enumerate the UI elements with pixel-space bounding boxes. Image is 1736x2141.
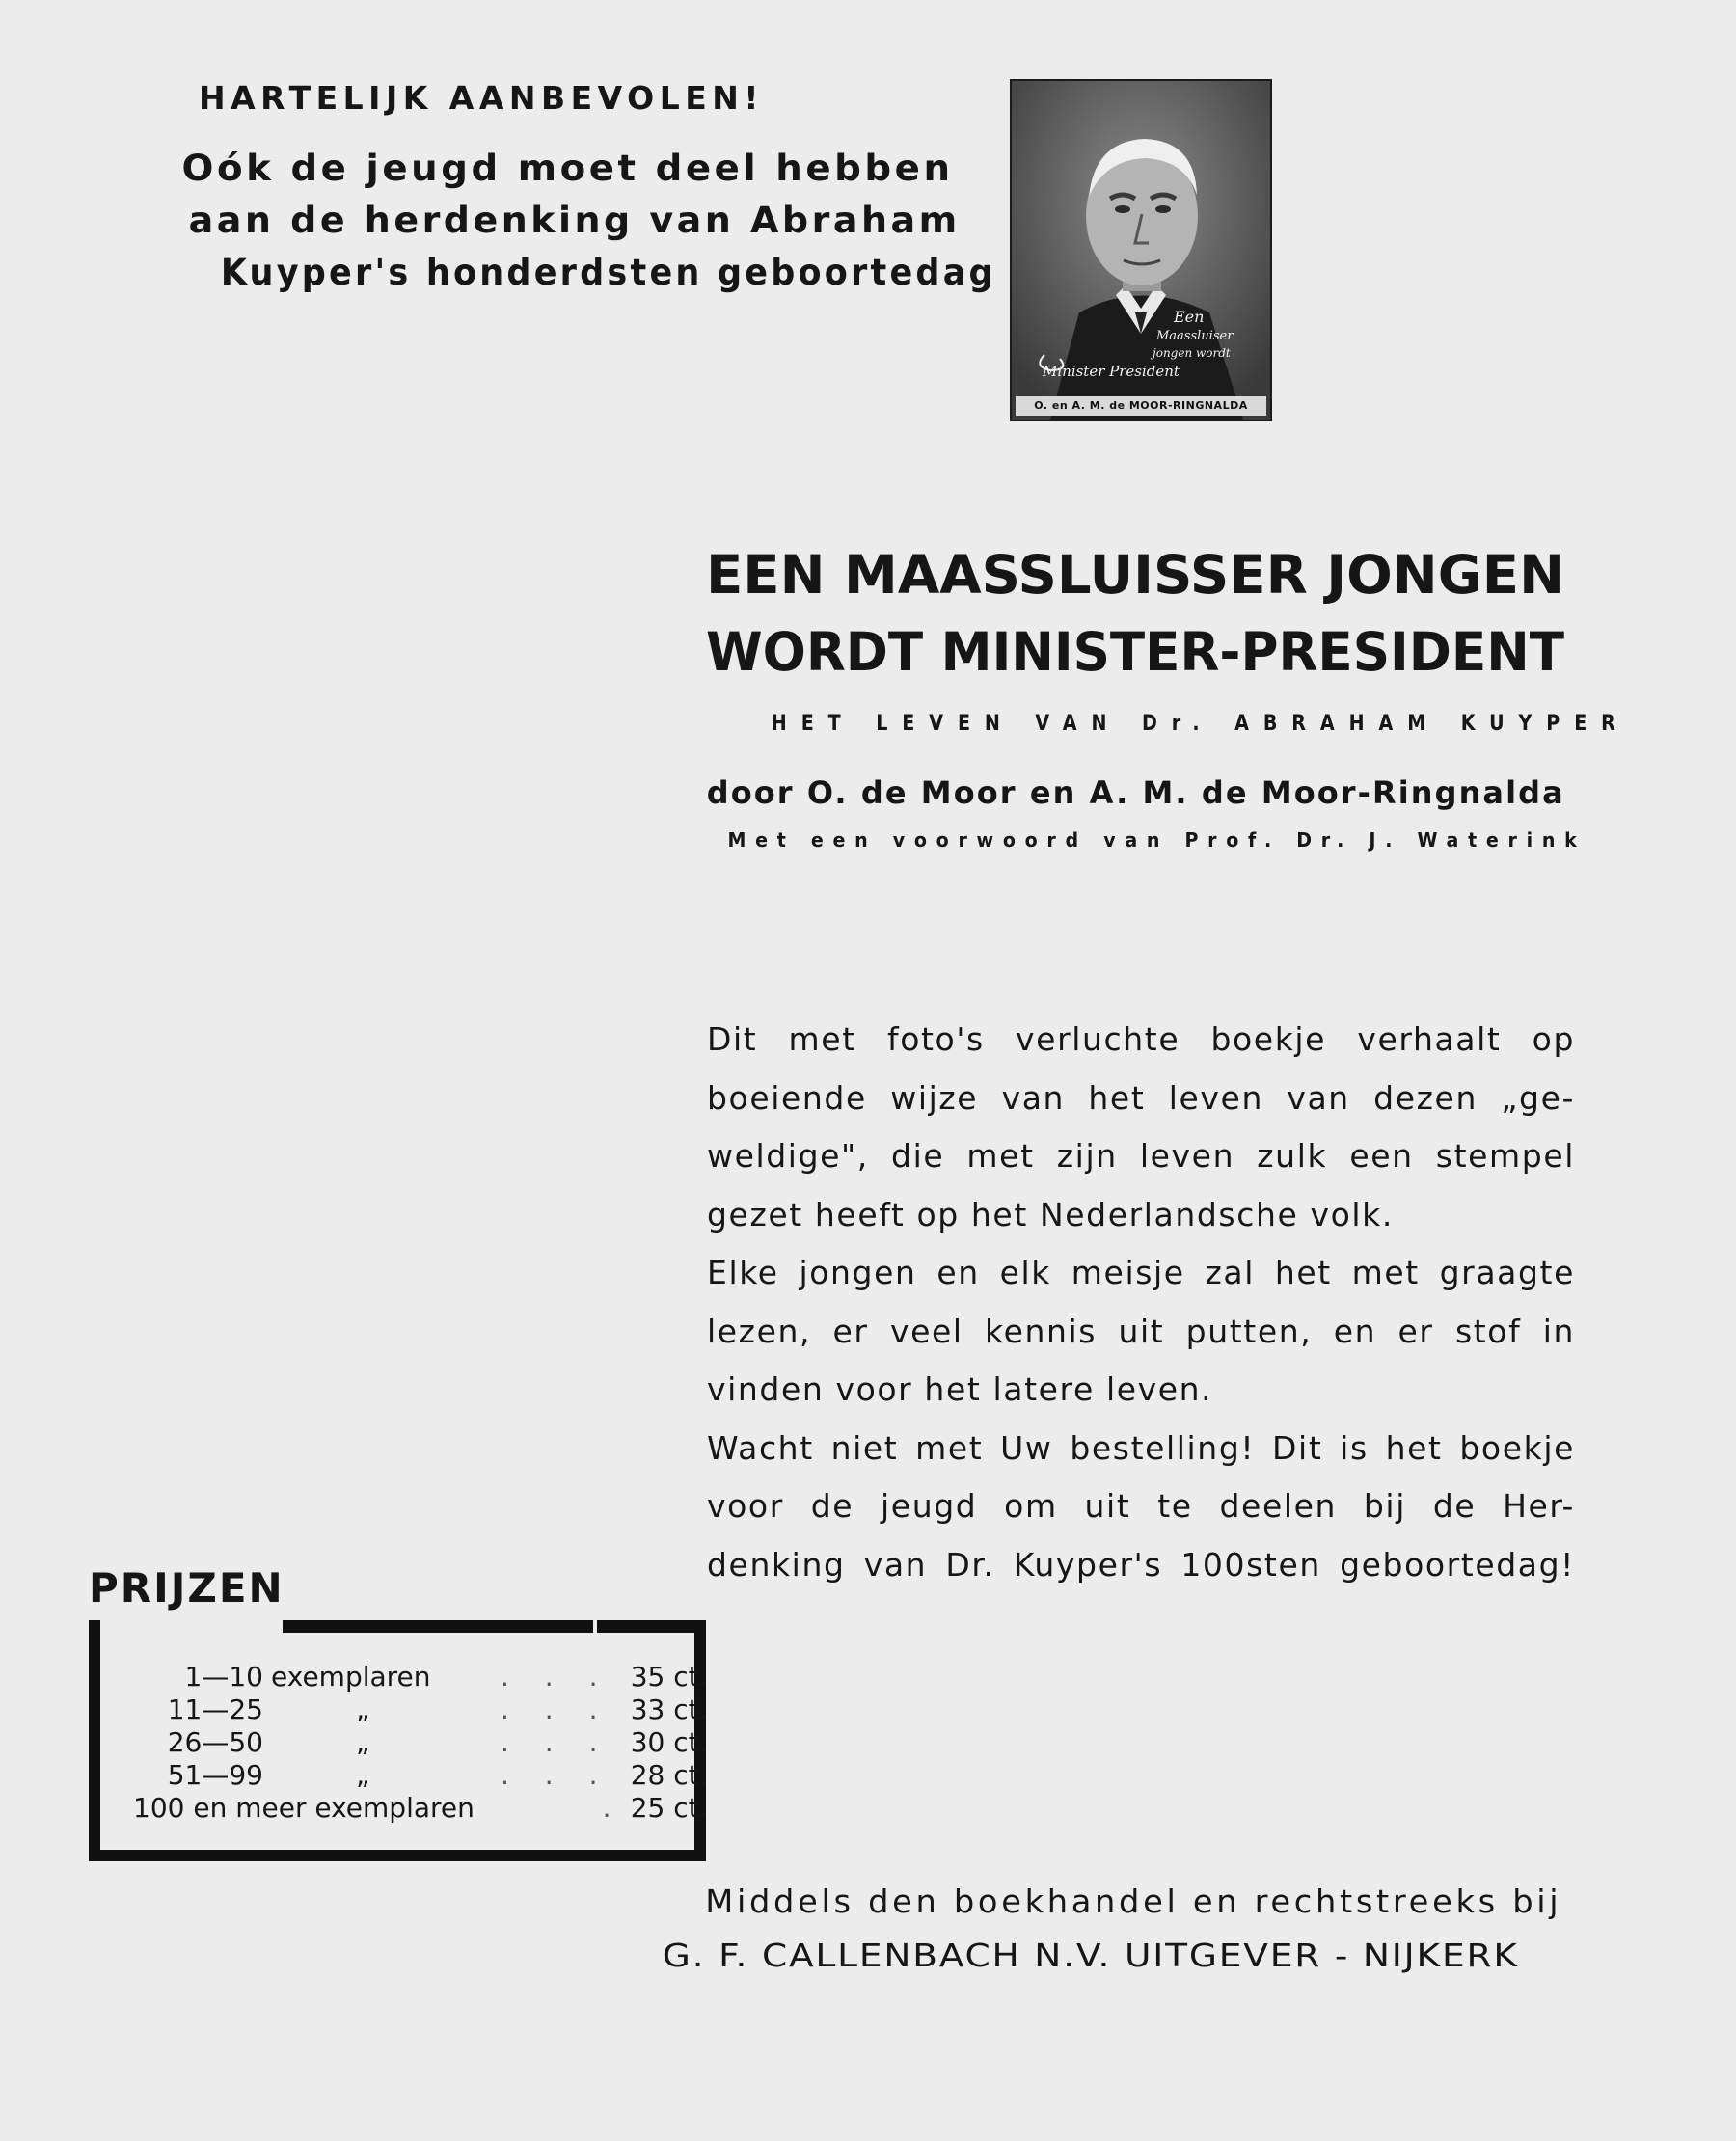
- description-line: denking van Dr. Kuyper's 100sten geboortedag!: [707, 1545, 1575, 1584]
- book-title-line: WORDT MINISTER-PRESIDENT: [706, 621, 1564, 683]
- footer-publisher: G. F. CALLENBACH N.V. UITGEVER - NIJKERK: [662, 1937, 1519, 1974]
- table-row: [125, 1694, 708, 1726]
- price-value: 28 ct.: [630, 1759, 708, 1791]
- cover-script-line: Maassluiser: [1156, 329, 1234, 343]
- book-title-line: EEN MAASSLUISSER JONGEN: [706, 544, 1564, 606]
- table-row: [125, 1661, 708, 1694]
- price-range: 100 en meer exemplaren: [133, 1792, 475, 1824]
- description-line: Elke jongen en elk meisje zal het met graagte: [707, 1254, 1575, 1291]
- description-line: lezen, er veel kennis uit putten, en er stof in: [707, 1312, 1575, 1350]
- price-leader: . . .: [501, 1759, 611, 1791]
- recommendation-line: Kuyper's honderdsten geboortedag: [220, 252, 996, 293]
- price-unit: „: [356, 1694, 370, 1725]
- description-line: voor de jeugd om uit te deelen bij de Her-: [707, 1487, 1575, 1525]
- prices-frame-gap: [593, 1620, 597, 1633]
- book-title-block: [706, 536, 1630, 852]
- description-line: Dit met foto's verluchte boekje verhaalt op: [707, 1020, 1575, 1058]
- price-leader: . . .: [501, 1726, 611, 1758]
- book-cover-image: [1010, 79, 1272, 421]
- prices-frame-corner: [89, 1620, 100, 1636]
- description-line: weldige", die met zijn leven zulk een stempel: [707, 1137, 1575, 1175]
- price-range: 51—99: [167, 1759, 263, 1791]
- publisher-footer: [662, 1875, 1582, 1983]
- footer-distribution: Middels den boekhandel en rechtstreeks bij: [705, 1883, 1562, 1920]
- description-line: Wacht niet met Uw bestelling! Dit is het boekje: [707, 1428, 1575, 1467]
- recommendation-block: [181, 75, 996, 299]
- price-value: 35 ct.: [630, 1661, 708, 1693]
- price-leader: . . .: [501, 1661, 611, 1693]
- book-subtitle: HET LEVEN VAN Dr. ABRAHAM KUYPER: [771, 712, 1630, 736]
- cover-script-line: jongen wordt: [1153, 346, 1231, 360]
- price-value: 30 ct.: [630, 1726, 708, 1758]
- recommendation-line: Oók de jeugd moet deel hebben: [181, 148, 954, 189]
- table-row: [125, 1792, 708, 1825]
- price-unit: „: [356, 1726, 370, 1758]
- price-value: 33 ct.: [630, 1694, 708, 1725]
- book-authors: door O. de Moor en A. M. de Moor-Ringnalda: [706, 774, 1565, 811]
- table-row: [125, 1759, 708, 1792]
- prices-heading: PRIJZEN: [89, 1564, 285, 1612]
- price-range: 11—25: [167, 1694, 263, 1725]
- description-line: boeiende wijze van het leven van dezen „ge-: [707, 1078, 1575, 1117]
- recommendation-text: [181, 143, 996, 299]
- price-leader: .: [602, 1792, 611, 1824]
- book-foreword: Met een voorwoord van Prof. Dr. J. Waterink: [727, 828, 1587, 852]
- price-unit: exemplaren: [271, 1661, 431, 1693]
- description-line: gezet heeft op het Nederlandsche volk.: [707, 1195, 1394, 1233]
- book-description: [707, 1011, 1575, 1594]
- recommendation-line: aan de herdenking van Abraham: [188, 200, 961, 241]
- recommendation-heading: HARTELIJK AANBEVOLEN!: [199, 79, 764, 117]
- cover-script-line: Minister President: [1043, 363, 1180, 380]
- price-leader: . . .: [501, 1694, 611, 1725]
- portrait-illustration: [1012, 81, 1270, 420]
- prices-frame-top: [283, 1620, 706, 1633]
- cover-script-line: Een: [1174, 308, 1205, 326]
- price-unit: „: [356, 1759, 370, 1791]
- price-table: [125, 1661, 708, 1825]
- price-value: 25 ct.: [630, 1792, 708, 1824]
- cover-author-strip: O. en A. M. de MOOR-RINGNALDA: [1016, 396, 1266, 416]
- price-range: 1—10: [184, 1661, 263, 1693]
- description-line: vinden voor het latere leven.: [707, 1370, 1213, 1408]
- table-row: [125, 1726, 708, 1759]
- price-range: 26—50: [167, 1726, 263, 1758]
